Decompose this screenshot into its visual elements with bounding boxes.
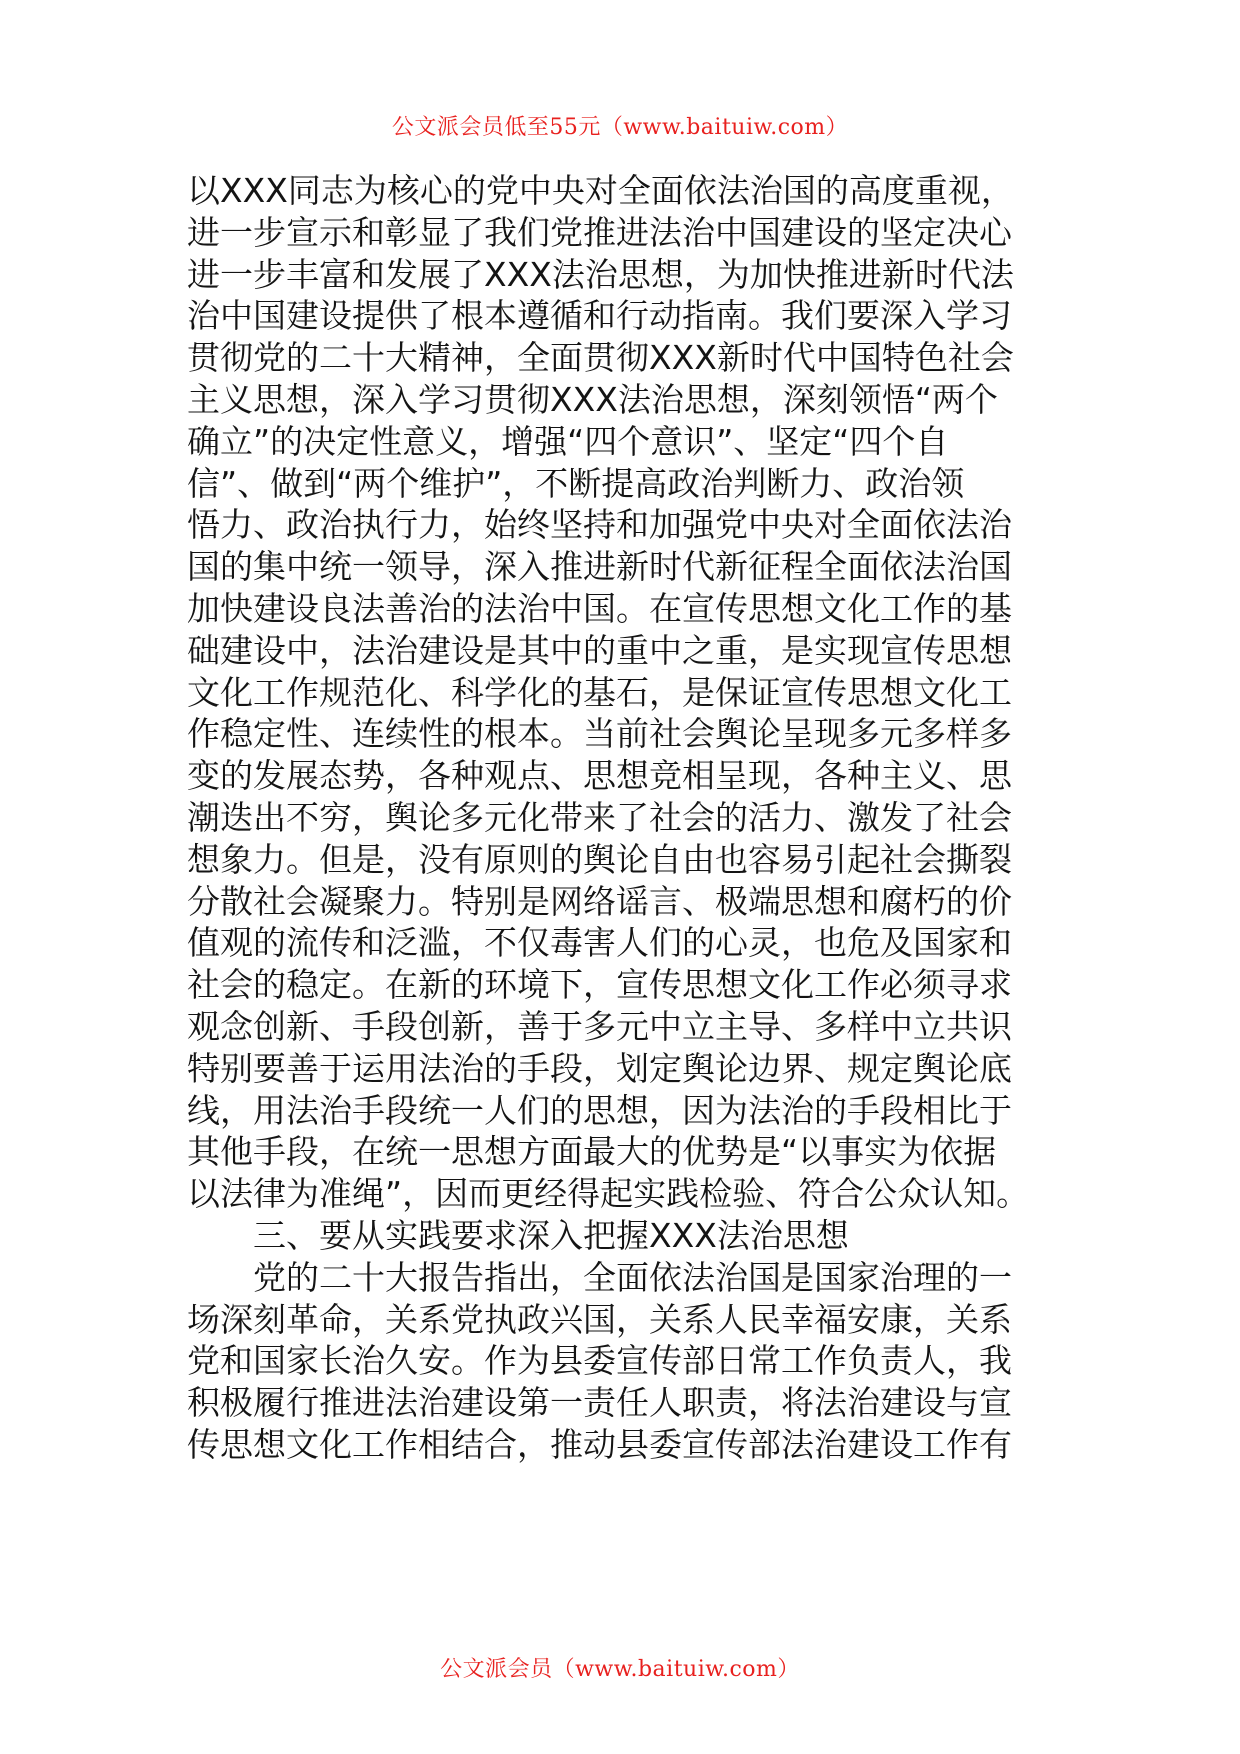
- text-line: 作稳定性、连续性的根本。当前社会舆论呈现多元多样多: [187, 714, 1012, 754]
- text-line: 进一步宣示和彰显了我们党推进法治中国建设的坚定决心: [187, 212, 1012, 252]
- text-line: 文化工作规范化、科学化的基石，是保证宣传思想文化工: [187, 672, 1012, 712]
- text-line: 进一步丰富和发展了XXX法治思想，为加快推进新时代法: [187, 254, 1014, 294]
- text-line: 信”、做到“两个维护”，不断提高政治判断力、政治领: [187, 463, 965, 503]
- text-line: 传思想文化工作相结合，推动县委宣传部法治建设工作有: [187, 1424, 1012, 1464]
- text-line: 想象力。但是，没有原则的舆论自由也容易引起社会撕裂: [187, 839, 1012, 879]
- text-line: 加快建设良法善治的法治中国。在宣传思想文化工作的基: [187, 588, 1012, 628]
- text-line: 治中国建设提供了根本遵循和行动指南。我们要深入学习: [187, 296, 1012, 336]
- text-line: 特别要善于运用法治的手段，划定舆论边界、规定舆论底: [187, 1048, 1012, 1088]
- text-line: 悟力、政治执行力，始终坚持和加强党中央对全面依法治: [187, 505, 1012, 545]
- text-line: 以XXX同志为核心的党中央对全面依法治国的高度重视，: [187, 171, 1014, 210]
- text-line: 国的集中统一领导，深入推进新时代新征程全面依法治国: [187, 547, 1012, 587]
- text-line: 其他手段，在统一思想方面最大的优势是“以事实为依据: [187, 1132, 997, 1172]
- text-line: 主义思想，深入学习贯彻XXX法治思想，深刻领悟“两个: [187, 379, 998, 419]
- footer-link[interactable]: 公文派会员（www.baituiw.com）: [440, 1657, 800, 1682]
- text-line: 场深刻革命，关系党执政兴国，关系人民幸福安康，关系: [187, 1299, 1012, 1339]
- text-line: 社会的稳定。在新的环境下，宣传思想文化工作必须寻求: [187, 965, 1012, 1005]
- text-line: 党和国家长治久安。作为县委宣传部日常工作负责人，我: [187, 1341, 1012, 1381]
- text-line: 础建设中，法治建设是其中的重中之重，是实现宣传思想: [187, 630, 1012, 670]
- text-line: 贯彻党的二十大精神，全面贯彻XXX新时代中国特色社会: [187, 338, 1014, 378]
- text-line: 党的二十大报告指出，全面依法治国是国家治理的一: [253, 1257, 1012, 1297]
- body-text: [187, 170, 1057, 1466]
- text-line: 分散社会凝聚力。特别是网络谣言、极端思想和腐朽的价: [187, 881, 1012, 921]
- text-line: 潮迭出不穷，舆论多元化带来了社会的活力、激发了社会: [187, 797, 1012, 837]
- text-line: 观念创新、手段创新，善于多元中立主导、多样中立共识: [187, 1006, 1012, 1046]
- text-line: 值观的流传和泛滥，不仅毒害人们的心灵，也危及国家和: [187, 923, 1012, 963]
- text-line: 积极履行推进法治建设第一责任人职责，将法治建设与宣: [187, 1383, 1012, 1423]
- section-heading: 三、要从实践要求深入把握XXX法治思想: [253, 1215, 849, 1255]
- header-link[interactable]: 公文派会员低至55元（www.baituiw.com）: [391, 115, 849, 140]
- text-line: 线，用法治手段统一人们的思想，因为法治的手段相比于: [187, 1090, 1012, 1130]
- text-line: 以法律为准绳”，因而更经得起实践检验、符合公众认知。: [187, 1174, 1030, 1214]
- text-line: 变的发展态势，各种观点、思想竞相呈现，各种主义、思: [187, 756, 1012, 796]
- text-line: 确立”的决定性意义，增强“四个意识”、坚定“四个自: [187, 421, 949, 461]
